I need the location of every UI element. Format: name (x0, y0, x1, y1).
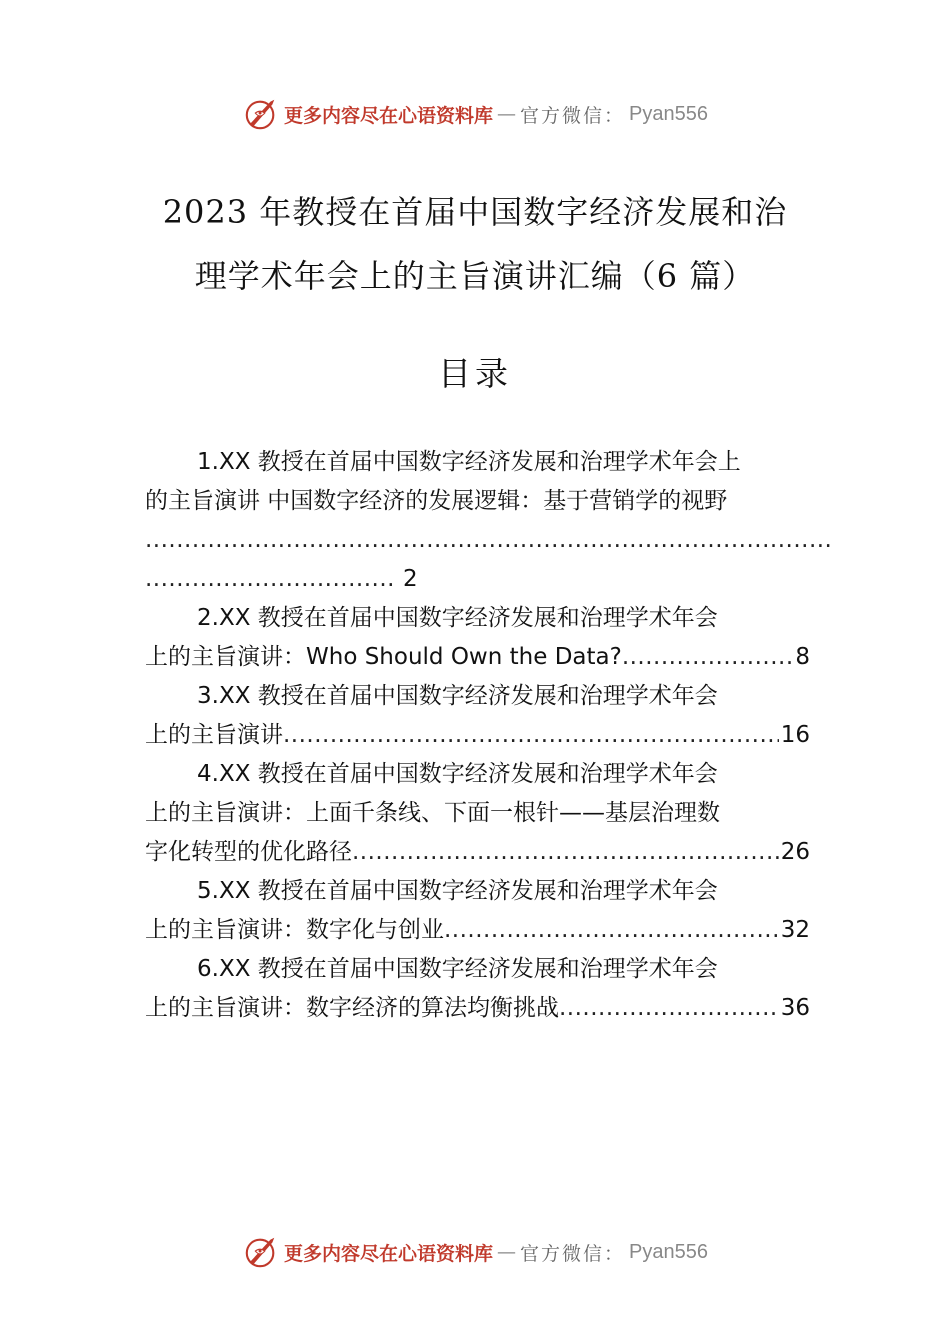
quill-pen-circle-icon (242, 1234, 280, 1270)
table-of-contents (145, 443, 810, 1028)
document-title-line-2: 理学术年会上的主旨演讲汇编（6 篇） (194, 257, 756, 295)
toc-entry-5-page: 32 (780, 917, 810, 943)
watermark-brand: 更多内容尽在心语资料库 (284, 104, 494, 127)
toc-leader-dots (559, 989, 779, 1028)
toc-entry-3-line-2: 上的主旨演讲 (145, 722, 283, 748)
toc-entry-5-line-1: 5.XX 教授在首届中国数字经济发展和治理学术年会 (197, 878, 718, 904)
toc-entry-4-line-1: 4.XX 教授在首届中国数字经济发展和治理学术年会 (197, 761, 718, 787)
toc-leader-dots (145, 521, 833, 560)
toc-entry-4-line-3: 字化转型的优化路径 (145, 839, 352, 865)
toc-entry-4-line-2: 上的主旨演讲：上面千条线、下面一根针——基层治理数 (145, 800, 720, 826)
watermark-official-label: 官方微信： (520, 1242, 626, 1265)
toc-leader-dots (283, 716, 779, 755)
watermark-dash: — (497, 103, 517, 125)
toc-entry-6-page: 36 (780, 995, 810, 1021)
toc-leader-dots (352, 833, 779, 872)
watermark-official-label: 官方微信： (520, 104, 626, 127)
toc-entry-3-line-1: 3.XX 教授在首届中国数字经济发展和治理学术年会 (197, 683, 718, 709)
toc-entry-1-line-2: 的主旨演讲 中国数字经济的发展逻辑：基于营销学的视野 (145, 488, 728, 514)
toc-leader-dots (145, 560, 395, 599)
toc-entry-6[interactable] (145, 950, 810, 1028)
toc-leader-dots (622, 638, 794, 677)
toc-leader-dots (444, 911, 779, 950)
toc-entry-5[interactable] (145, 872, 810, 950)
footer-watermark (0, 1234, 950, 1270)
toc-entry-3[interactable] (145, 677, 810, 755)
toc-entry-4-page: 26 (780, 839, 810, 865)
toc-entry-6-line-1: 6.XX 教授在首届中国数字经济发展和治理学术年会 (197, 956, 718, 982)
toc-entry-2-line-2: 上的主旨演讲：Who Should Own the Data? (145, 644, 622, 670)
quill-pen-circle-icon (242, 96, 280, 132)
watermark-dash: — (497, 1241, 517, 1263)
watermark-wechat-id: Pyan556 (629, 1240, 708, 1263)
document-title-line-1: 2023 年教授在首届中国数字经济发展和治 (162, 193, 788, 231)
toc-entry-1-page: 2 (403, 566, 418, 592)
document-title (100, 180, 850, 308)
toc-entry-1-line-1: 1.XX 教授在首届中国数字经济发展和治理学术年会上 (197, 449, 741, 475)
watermark-brand: 更多内容尽在心语资料库 (284, 1242, 494, 1265)
toc-heading: 目录 (438, 354, 512, 393)
toc-entry-2-line-1: 2.XX 教授在首届中国数字经济发展和治理学术年会 (197, 605, 718, 631)
toc-entry-3-page: 16 (780, 722, 810, 748)
header-watermark (0, 96, 950, 132)
toc-entry-4[interactable] (145, 755, 810, 872)
toc-entry-2-page: 8 (795, 644, 810, 670)
toc-entry-1[interactable] (145, 443, 810, 599)
toc-entry-6-line-2: 上的主旨演讲：数字经济的算法均衡挑战 (145, 995, 559, 1021)
toc-entry-2[interactable] (145, 599, 810, 677)
toc-entry-5-line-2: 上的主旨演讲：数字化与创业 (145, 917, 444, 943)
watermark-wechat-id: Pyan556 (629, 102, 708, 125)
